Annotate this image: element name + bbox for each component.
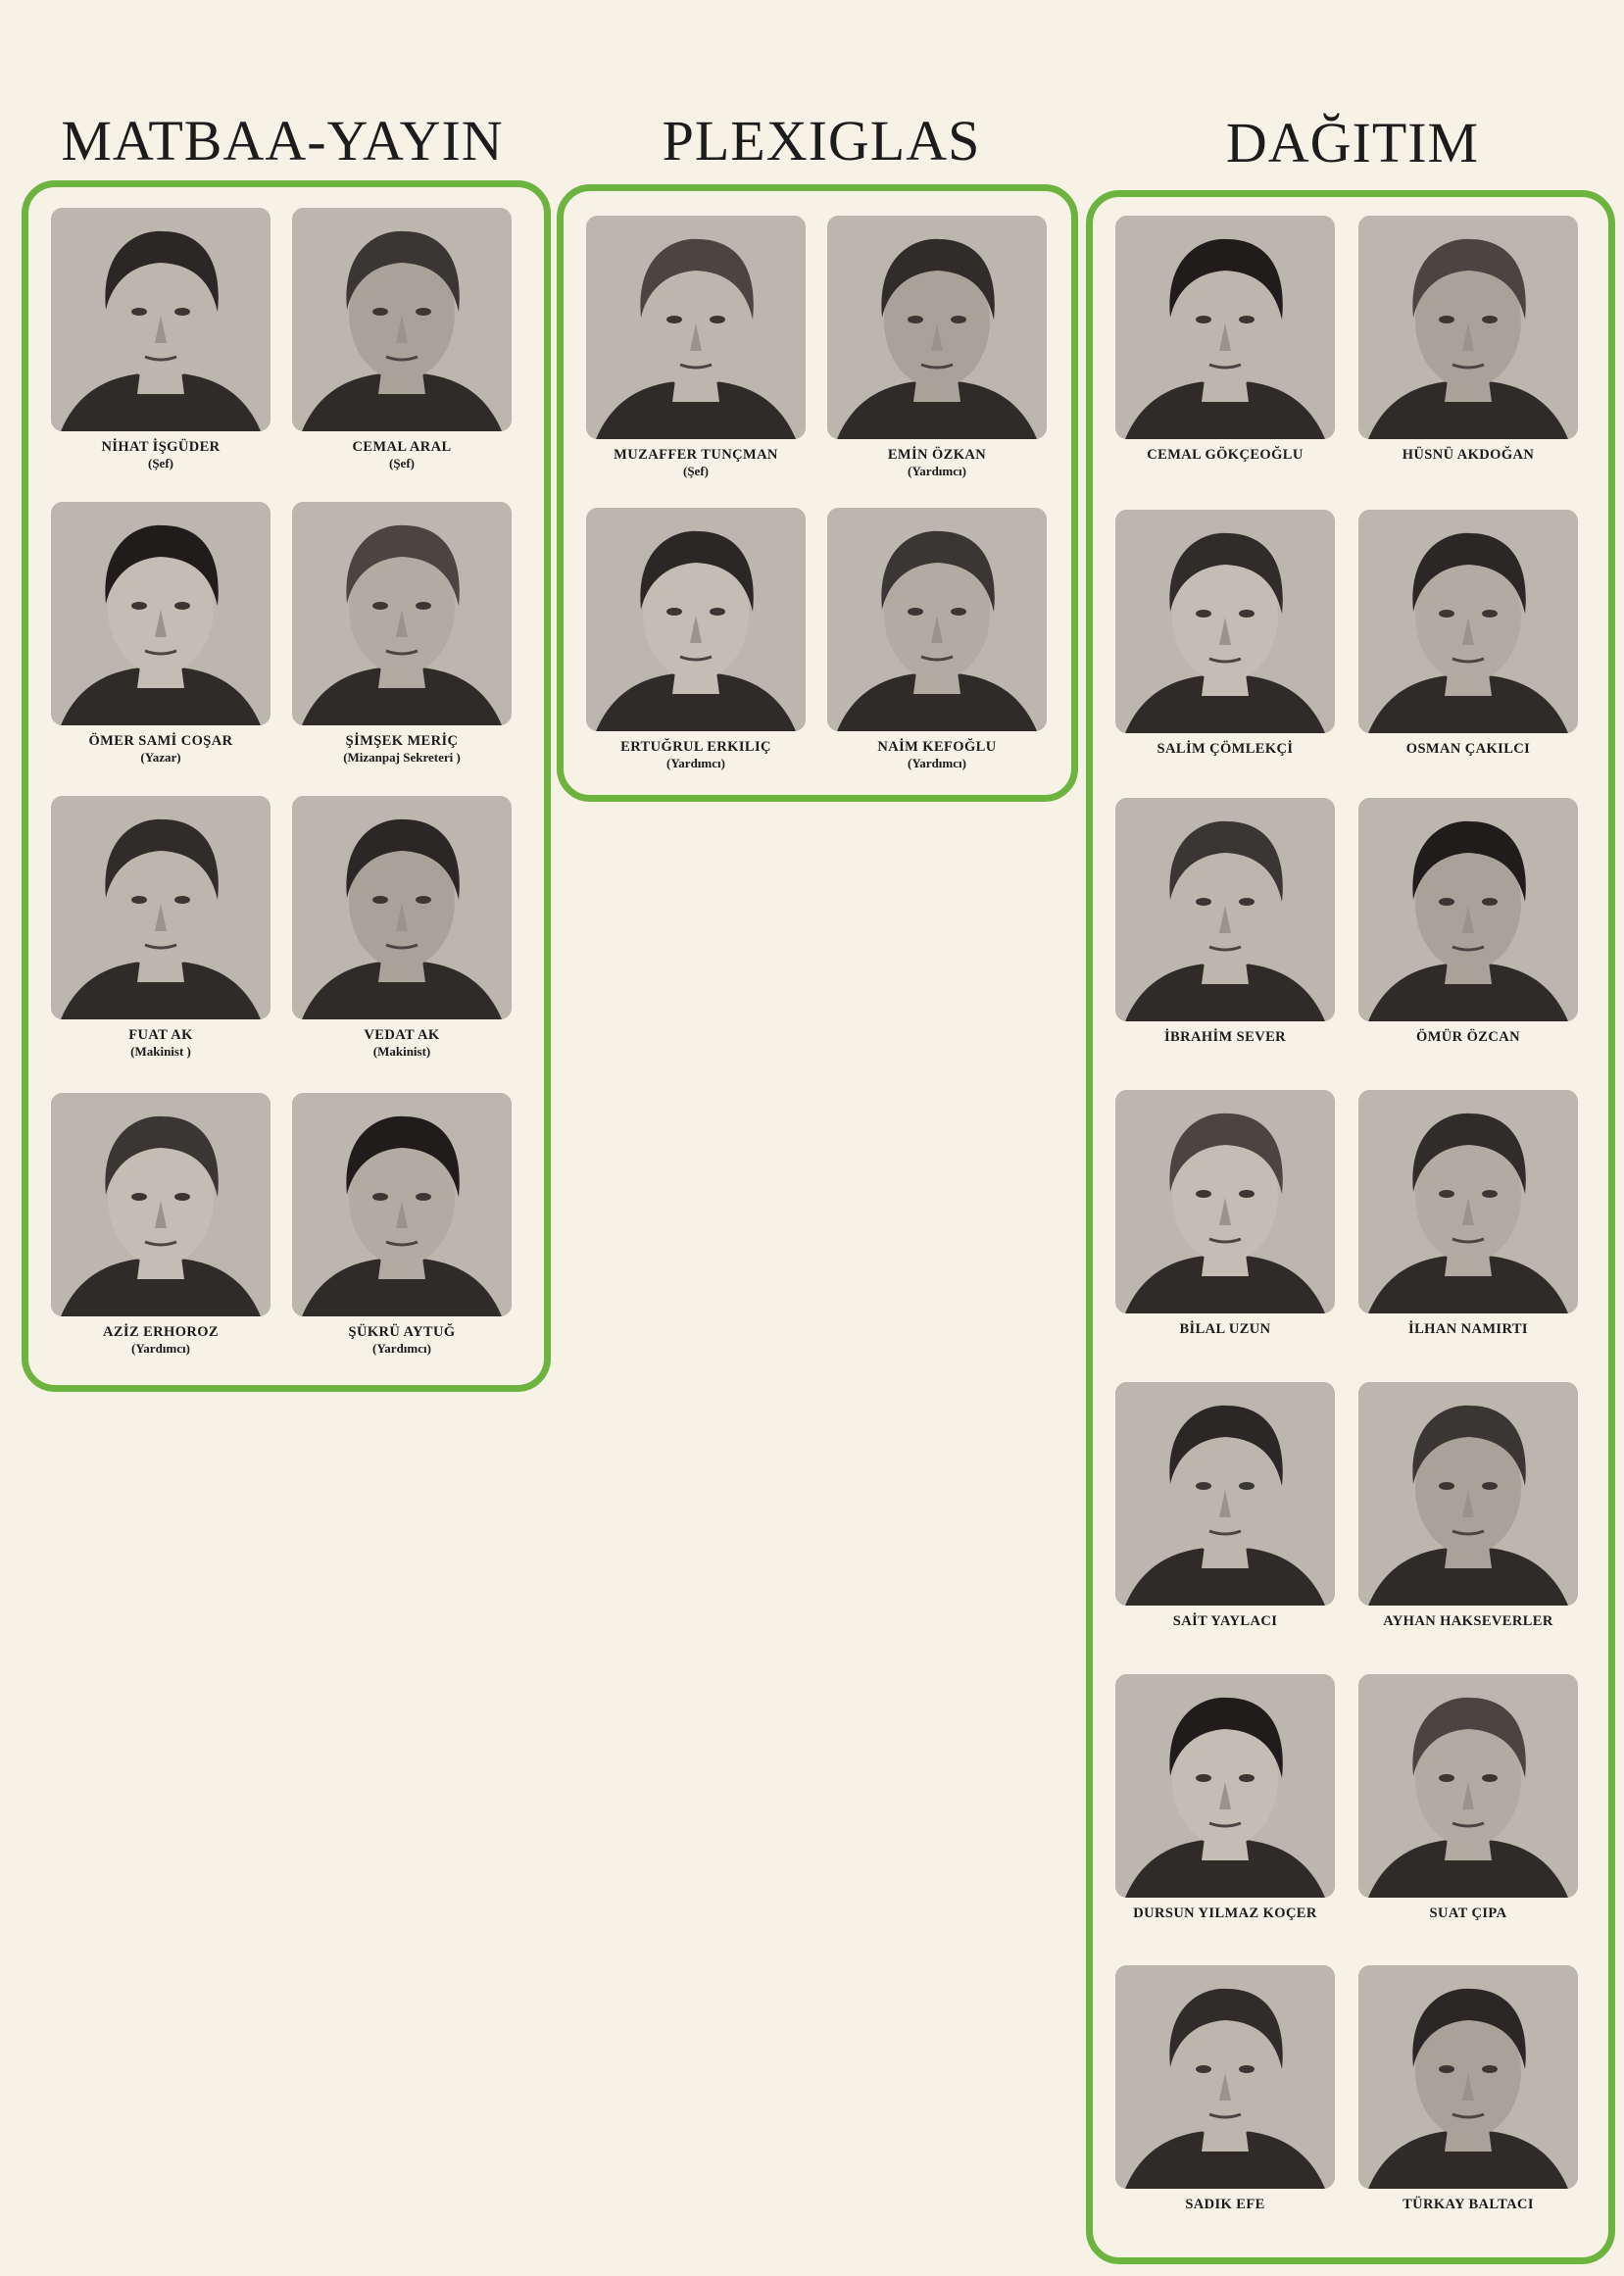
portrait-photo (292, 1093, 512, 1316)
staff-card-sukru-aytug (290, 1093, 514, 1356)
portrait-photo (1115, 1965, 1335, 2189)
portrait-photo (827, 508, 1047, 731)
staff-card-suat-cipa (1356, 1674, 1580, 1922)
staff-name: CEMAL ARAL (352, 439, 452, 455)
staff-card-omur-ozcan (1356, 798, 1580, 1046)
staff-name: HÜSNÜ AKDOĞAN (1402, 447, 1535, 463)
portrait-photo (1115, 510, 1335, 733)
staff-card-i-lhan-namirti (1356, 1090, 1580, 1338)
portrait-photo (292, 796, 512, 1019)
portrait-photo (1115, 1382, 1335, 1606)
portrait-photo (1115, 1674, 1335, 1898)
staff-card-nai-m-kefoglu (825, 508, 1049, 770)
staff-role: (Şef) (389, 456, 415, 470)
portrait-photo (827, 216, 1047, 439)
staff-name: ÖMER SAMİ COŞAR (88, 733, 233, 749)
portrait-photo (1358, 216, 1578, 439)
staff-card-cemal-aral (290, 208, 514, 470)
portrait-photo (51, 796, 271, 1019)
staff-card-sai-t-yaylaci (1113, 1382, 1337, 1630)
staff-name: ERTUĞRUL ERKILIÇ (620, 739, 771, 755)
staff-name: FUAT AK (128, 1027, 193, 1043)
staff-card-sali-m-comlekci (1113, 510, 1337, 758)
staff-card-vedat-ak (290, 796, 514, 1059)
portrait-photo (51, 1093, 271, 1316)
portrait-photo (1358, 1090, 1578, 1313)
staff-card-ayhan-hakseverler (1356, 1382, 1580, 1630)
staff-role: (Yardımcı) (908, 464, 966, 478)
dept-title-matbaa-yayin: MATBAA-YAYIN (61, 109, 504, 173)
staff-card-bi-lal-uzun (1113, 1090, 1337, 1338)
dept-title-plexiglas: PLEXIGLAS (662, 109, 981, 173)
staff-name: OSMAN ÇAKILCI (1405, 741, 1531, 757)
staff-card-sadik-efe (1113, 1965, 1337, 2213)
staff-card-si-msek-meri-c (290, 502, 514, 765)
staff-card-omer-sami-cosar (49, 502, 272, 765)
staff-role: (Makinist) (372, 1044, 431, 1059)
staff-card-i-brahi-m-sever (1113, 798, 1337, 1046)
portrait-photo (1358, 510, 1578, 733)
staff-name: SALİM ÇÖMLEKÇİ (1156, 741, 1294, 757)
staff-name: ŞÜKRÜ AYTUĞ (348, 1324, 456, 1340)
staff-card-emi-n-ozkan (825, 216, 1049, 478)
portrait-photo (292, 208, 512, 431)
staff-name: NİHAT İŞGÜDER (101, 439, 221, 455)
staff-name: SUAT ÇIPA (1429, 1905, 1507, 1921)
staff-name: SAİT YAYLACI (1172, 1613, 1278, 1629)
staff-card-osman-cakilci (1356, 510, 1580, 758)
staff-role: (Şef) (683, 464, 709, 478)
portrait-photo (586, 508, 806, 731)
staff-card-azi-z-erhoroz (49, 1093, 272, 1356)
portrait-photo (292, 502, 512, 725)
staff-name: NAİM KEFOĞLU (877, 739, 997, 755)
staff-name: TÜRKAY BALTACI (1403, 2197, 1534, 2212)
staff-name: CEMAL GÖKÇEOĞLU (1147, 447, 1304, 463)
staff-name: BİLAL UZUN (1179, 1321, 1271, 1337)
portrait-photo (1358, 1382, 1578, 1606)
staff-name: AYHAN HAKSEVERLER (1383, 1613, 1553, 1629)
portrait-photo (1115, 216, 1335, 439)
staff-role: (Yardımcı) (908, 756, 966, 770)
staff-name: MUZAFFER TUNÇMAN (614, 447, 778, 463)
staff-card-muzaffer-tuncman (584, 216, 808, 478)
staff-role: (Yardımcı) (131, 1341, 190, 1356)
staff-card-fuat-ak (49, 796, 272, 1059)
portrait-photo (1115, 1090, 1335, 1313)
staff-name: ŞİMŞEK MERİÇ (345, 733, 459, 749)
portrait-photo (51, 502, 271, 725)
staff-role: (Şef) (148, 456, 173, 470)
staff-role: (Makinist ) (130, 1044, 191, 1059)
staff-role: (Mizanpaj Sekreteri ) (343, 750, 461, 765)
staff-name: VEDAT AK (364, 1027, 440, 1043)
staff-name: EMİN ÖZKAN (887, 447, 987, 463)
staff-name: İBRAHİM SEVER (1163, 1029, 1287, 1045)
staff-card-cemal-gokceoglu (1113, 216, 1337, 464)
staff-role: (Yardımcı) (666, 756, 725, 770)
staff-name: ÖMÜR ÖZCAN (1416, 1029, 1520, 1045)
staff-role: (Yardımcı) (372, 1341, 431, 1356)
staff-name: AZİZ ERHOROZ (102, 1324, 219, 1340)
portrait-photo (586, 216, 806, 439)
portrait-photo (1358, 798, 1578, 1021)
portrait-photo (1358, 1965, 1578, 2189)
staff-role: (Yazar) (140, 750, 181, 765)
staff-card-ni-hat-i-sguder (49, 208, 272, 470)
portrait-photo (51, 208, 271, 431)
staff-card-ertugrul-erkilic (584, 508, 808, 770)
staff-name: İLHAN NAMIRTI (1408, 1321, 1528, 1337)
dept-title-dagitim: DAĞITIM (1225, 111, 1480, 174)
staff-name: SADIK EFE (1185, 2197, 1265, 2212)
staff-card-dursun-yilmaz-kocer (1113, 1674, 1337, 1922)
portrait-photo (1115, 798, 1335, 1021)
staff-card-turkay-baltaci (1356, 1965, 1580, 2213)
portrait-photo (1358, 1674, 1578, 1898)
staff-name: DURSUN YILMAZ KOÇER (1133, 1905, 1317, 1921)
staff-card-husnu-akdogan (1356, 216, 1580, 464)
